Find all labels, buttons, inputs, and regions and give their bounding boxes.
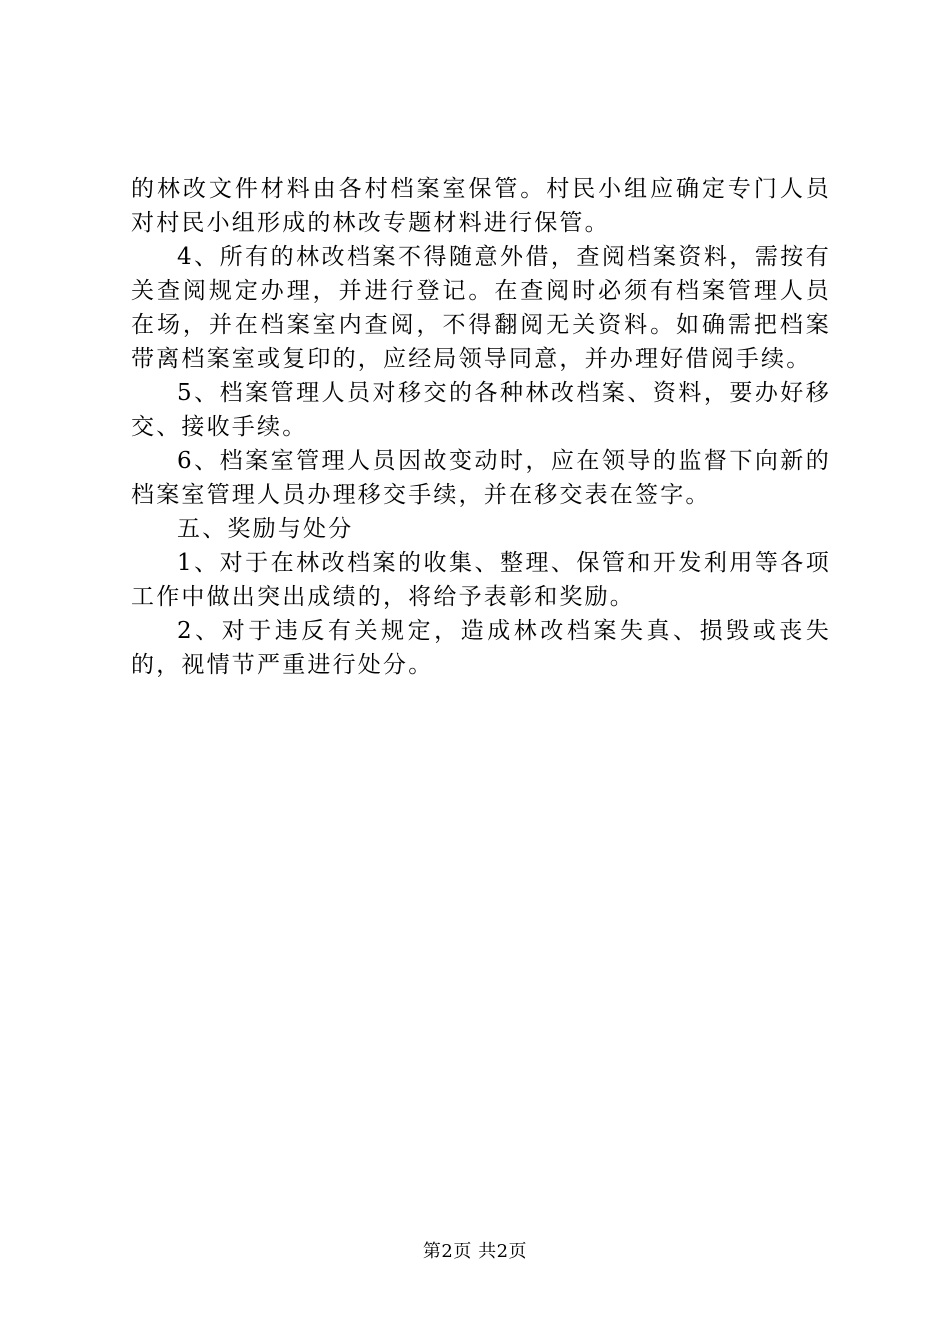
paragraph-reward-2: 2、对于违反有关规定，造成林改档案失真、损毁或丧失的，视情节严重进行处分。 [131,618,831,678]
page-number-footer: 第2页 共2页 [422,1241,528,1262]
paragraph-continuation: 的林改文件材料由各村档案室保管。村民小组应确定专门人员对村民小组形成的林改专题材料进行保管。 [131,176,831,236]
section-heading-rewards: 五、奖励与处分 [177,516,354,542]
paragraph-reward-1: 1、对于在林改档案的收集、整理、保管和开发利用等各项工作中做出突出成绩的，将给予表彰和奖励。 [131,550,831,610]
document-body [131,172,831,682]
paragraph-item-6: 6、档案室管理人员因故变动时，应在领导的监督下向新的档案室管理人员办理移交手续，并在移交表在签字。 [131,448,831,508]
paragraph-item-5: 5、档案管理人员对移交的各种林改档案、资料，要办好移交、接收手续。 [131,380,831,440]
paragraph-item-4: 4、所有的林改档案不得随意外借，查阅档案资料，需按有关查阅规定办理，并进行登记。在查阅时必须有档案管理人员在场，并在档案室内查阅，不得翻阅无关资料。如确需把档案带离档案室或复印的，应经局领导同意，并办理好借阅手续。 [131,244,831,372]
